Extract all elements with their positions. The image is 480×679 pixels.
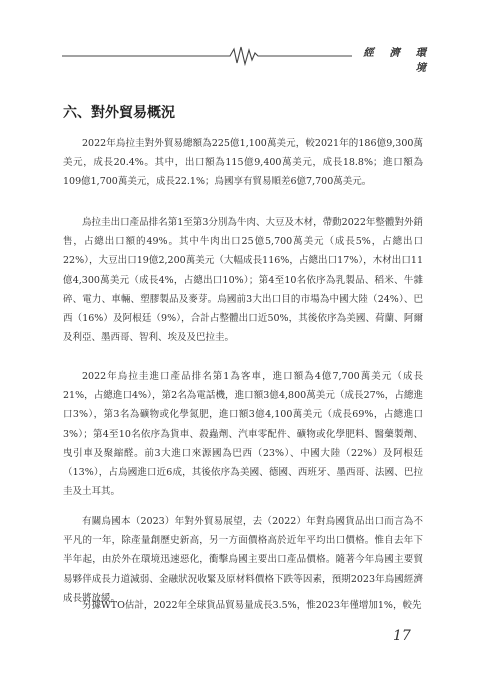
page-header	[62, 44, 432, 74]
paragraph-5: 另據WTO估計，2022年全球貨品貿易量成長3.5%，惟2023年僅增加1%，較先	[82, 600, 422, 611]
section-title: 六、對外貿易概況	[63, 105, 175, 121]
paragraph-2: 烏拉圭出口產品排名第1至第3分別為牛肉、大豆及木材，帶動2022年整體對外銷售，占總出口額的49%。其中牛肉出口25億5,700萬美元（成長5%，占總出口22%），大豆出口19億2,200萬美元（大幅成長116%，占總出口17%），木材出口11億4,300萬美元（成長4%，占總出口10%）；第4至10名依序為乳製品、稻米、牛雜碎、電力、車輛、塑膠製品及麥芽。烏國前3大出口目的市場為中國大陸（24%）、巴西（16%）及阿根廷（9%），合計占整體出口近50%，其後依序為美國、荷蘭、阿爾及利亞、墨西哥、智利、埃及及巴拉圭。	[63, 217, 423, 344]
heartbeat-line-icon	[62, 44, 352, 66]
paragraph-1: 2022年烏拉圭對外貿易總額為225億1,100萬美元，較2021年的186億9,300萬美元，成長20.4%。其中，出口額為115億9,400萬美元，成長18.8%；進口額為109億1,700萬美元，成長22.1%；烏國享有貿易順差6億7,700萬美元。	[63, 138, 423, 188]
header-title: 經 濟 環 境	[363, 47, 432, 74]
page-number: 17	[393, 628, 411, 644]
paragraph-3: 2022年烏拉圭進口產品排名第1為客車，進口額為4億7,700萬美元（成長21%，占總進口4%），第2名為電話機，進口額3億4,800萬美元（成長27%，占總進口3%），第3名為礦物或化學氮肥，進口額3億4,100萬美元（成長69%，占總進口3%）；第4至10名依序為貨車、殺蟲劑、汽車零配件、礦物或化學肥料、醫藥製劑、曳引車及聚縮醛。前3大進口來源國為巴西（23%）、中國大陸（22%）及阿根廷（13%），占烏國進口近6成，其後依序為美國、德國、西班牙、墨西哥、法國、巴拉圭及土耳其。	[63, 371, 423, 498]
paragraph-4: 有關烏國本（2023）年對外貿易展望，去（2022）年對烏國貨品出口而言為不平凡的一年，除產量創歷史新高，另一方面價格高於近年平均出口價格。惟自去年下半年起，由於外在環境迅速惡化，衝擊烏國主要出口產品價格。隨著今年烏國主要貿易夥伴成長力道減弱、金融狀況收緊及原材料價格下跌等因素，預期2023年烏國經濟成長將放緩。	[63, 516, 423, 604]
